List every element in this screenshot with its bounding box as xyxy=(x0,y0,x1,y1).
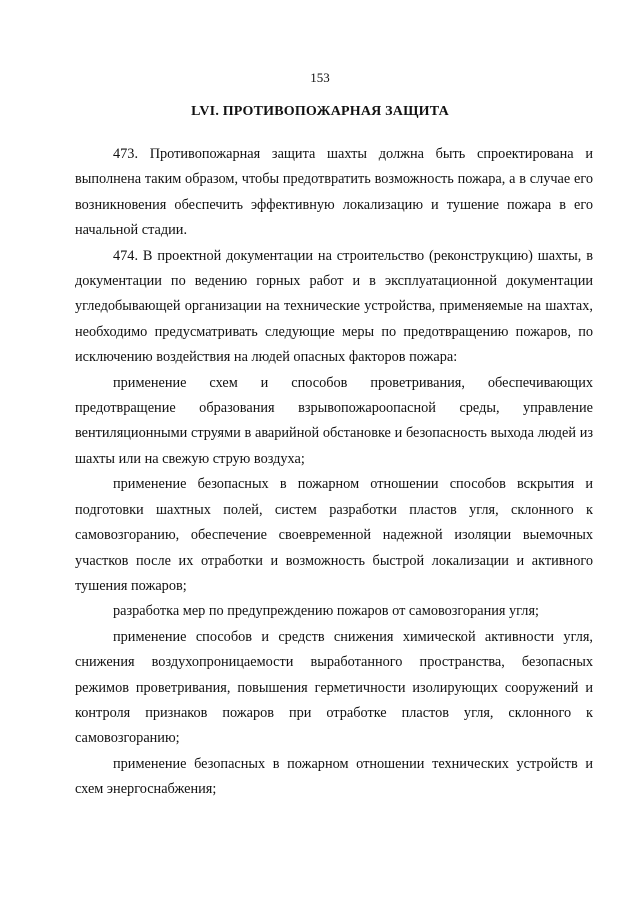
list-item-mining-methods: применение безопасных в пожарном отношении способов вскрытия и подготовки шахтных полей, систем разработки пластов угля, склонного к самовозгоранию, обеспечение своевременной надежной изоляции выемочных участков после их отработки и возможность быстрой локализации и активного тушения пожаров; xyxy=(75,476,593,594)
page-number: 153 xyxy=(310,70,330,85)
list-item-chemical-activity: применение способов и средств снижения химической активности угля, снижения воздухопроницаемости выработанного пространства, безопасных режимов проветривания, повышения герметичности изолирующих сооружений и контроля признаков пожаров при отработке пластов угля, склонного к самовозгоранию; xyxy=(75,628,593,747)
list-item-ventilation: применение схем и способов проветривания, обеспечивающих предотвращение образования взрывопожароопасной среды, управление вентиляционными струями в аварийной обстановке и безопасность выхода людей из шахты или на свежую струю воздуха; xyxy=(75,374,593,467)
paragraph-474: 474. В проектной документации на строительство (реконструкцию) шахты, в документации по ведению горных работ и в эксплуатационной документации угледобывающей организации на технические устройства, применяемые на шахтах, необходимо предусматривать следующие меры по предотвращению пожаров, по исключению воздействия на людей опасных факторов пожара: xyxy=(75,247,593,366)
list-item-self-ignition-prevention: разработка мер по предупреждению пожаров от самовозгорания угля; xyxy=(113,603,539,620)
document-body xyxy=(75,142,593,803)
paragraph-473: 473. Противопожарная защита шахты должна быть спроектирована и выполнена таким образом, чтобы предотвратить возможность пожара, а в случае его возникновения обеспечить эффективную локализацию и тушение пожара в его начальной стадии. xyxy=(75,146,593,239)
section-heading: LVI. ПРОТИВОПОЖАРНАЯ ЗАЩИТА xyxy=(191,104,449,119)
list-item-equipment-power: применение безопасных в пожарном отношении технических устройств и схем энергоснабжения; xyxy=(75,755,593,798)
